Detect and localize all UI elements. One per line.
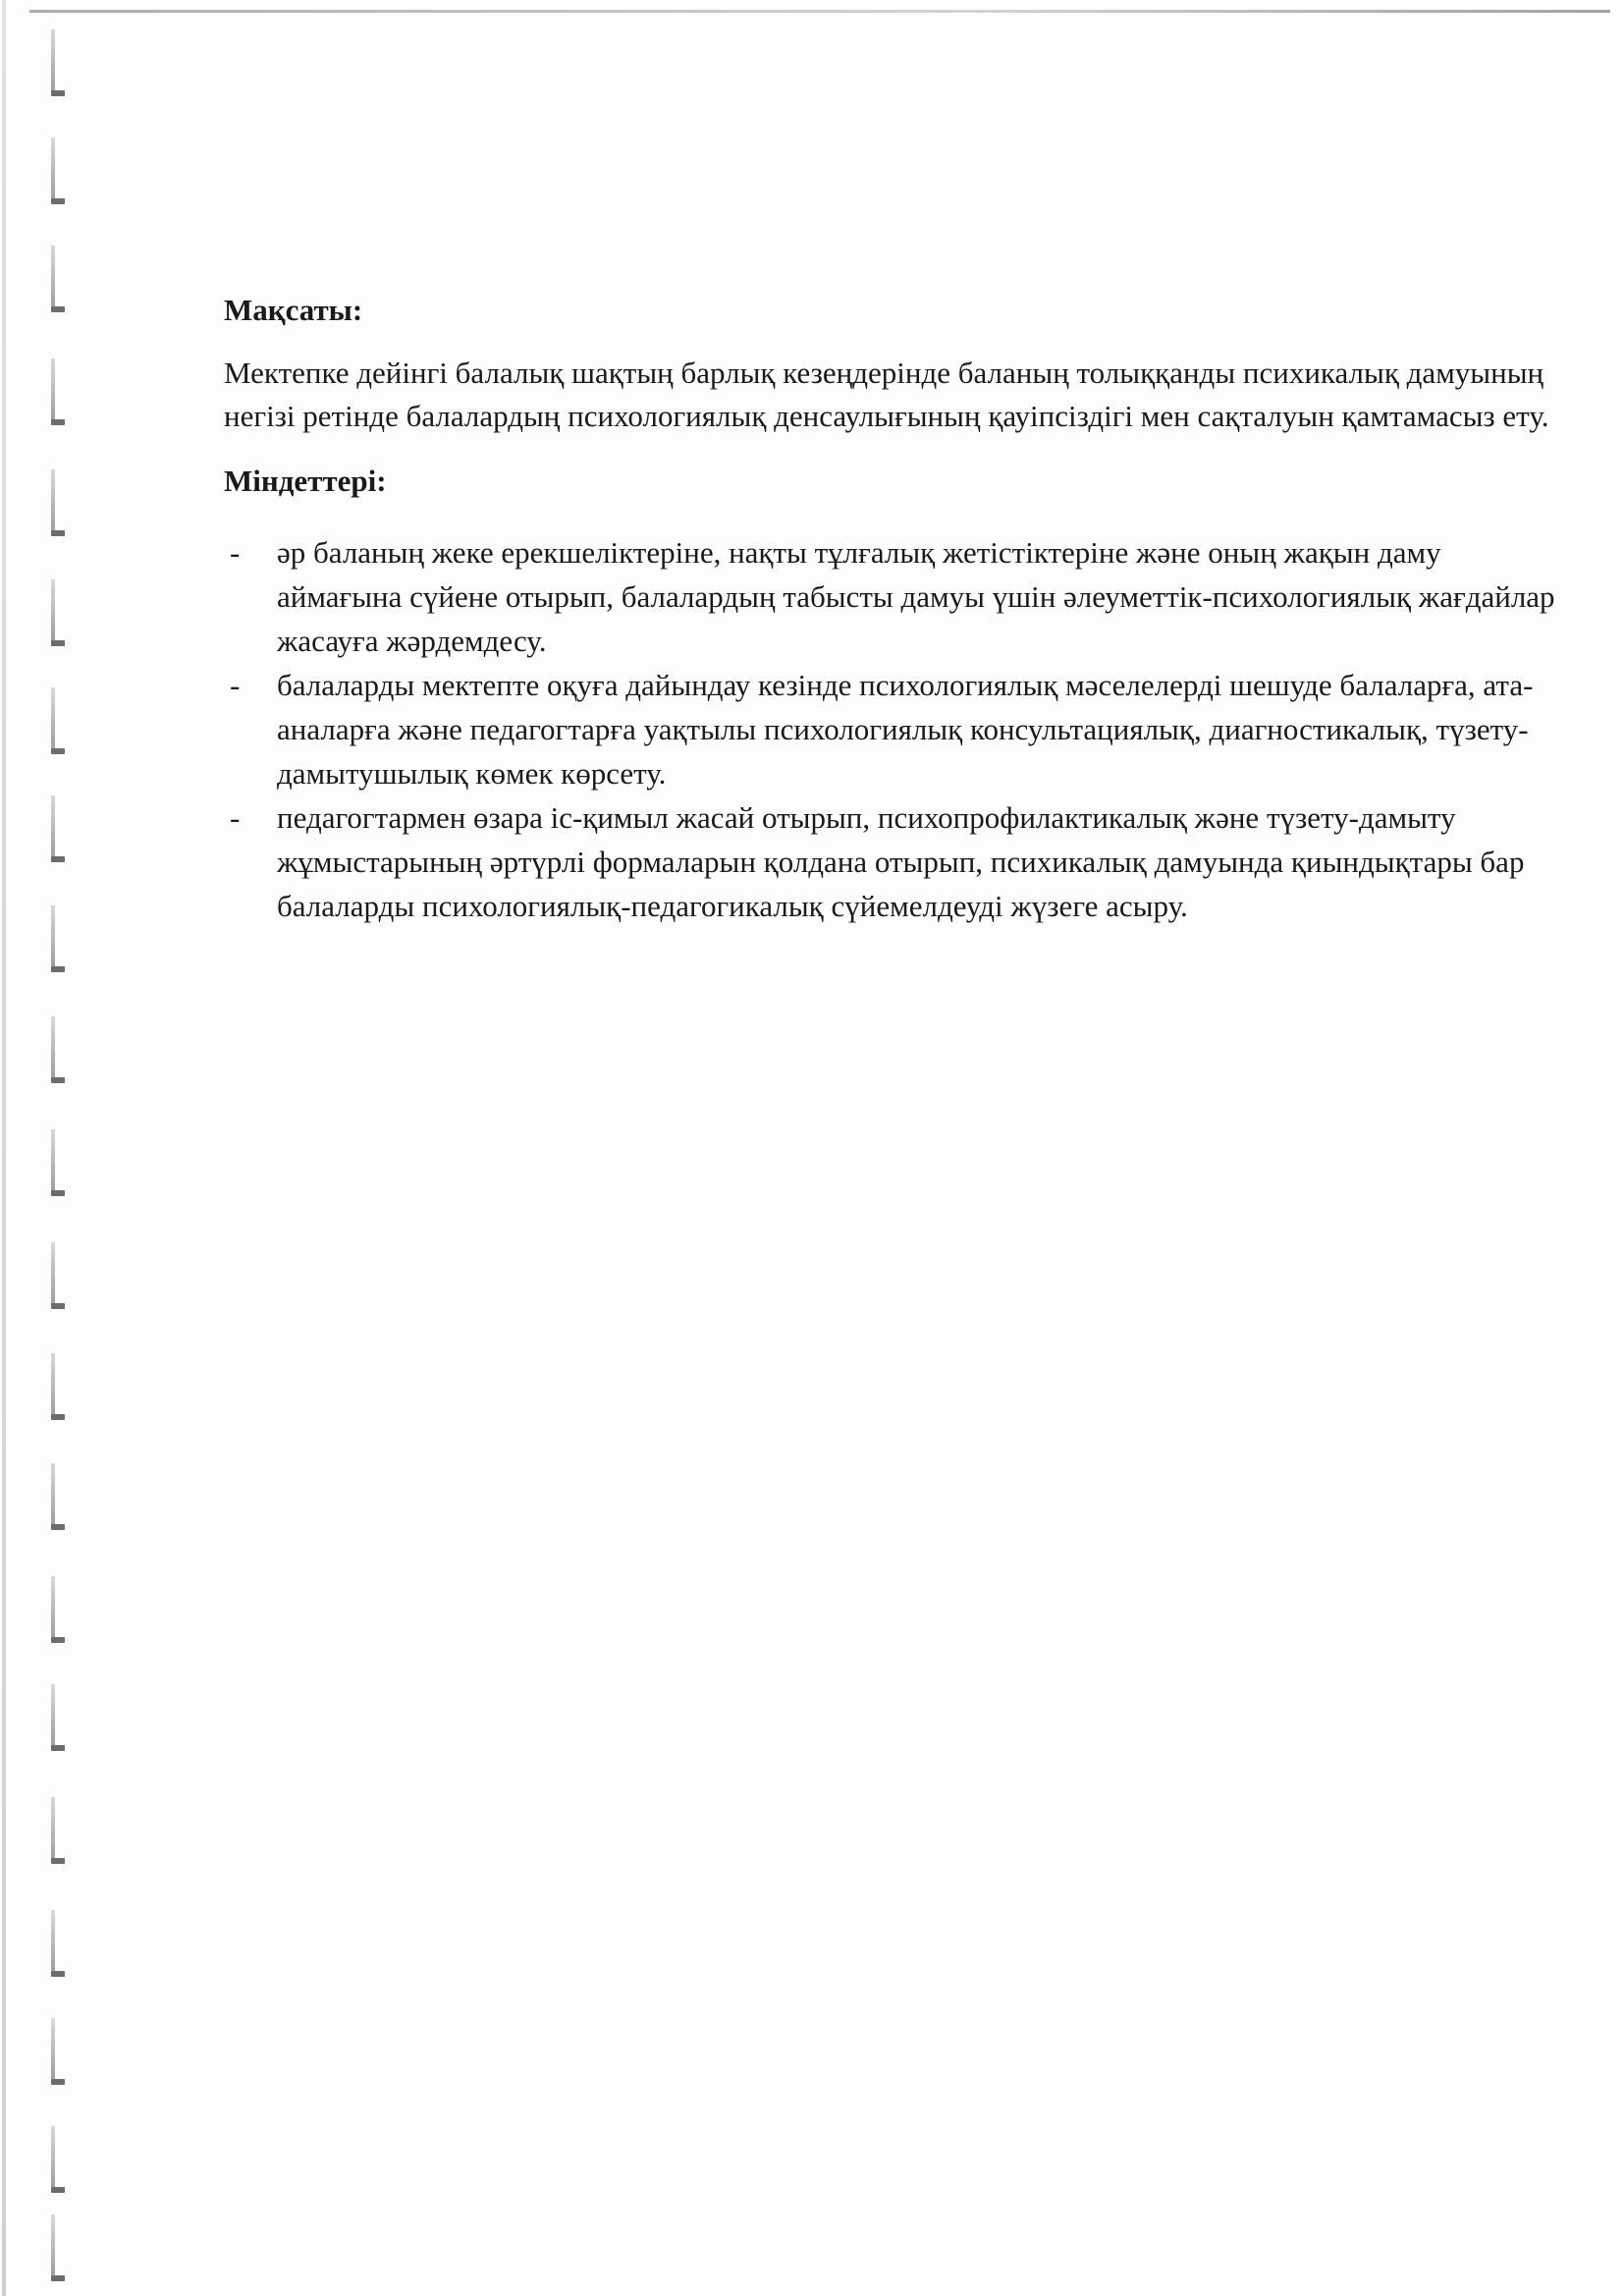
binding-hole — [45, 1910, 75, 1985]
binding-hole — [45, 1463, 75, 1538]
binding-hole — [45, 1242, 75, 1317]
bullet-dash: - — [230, 668, 241, 702]
binding-holes — [45, 0, 84, 2296]
binding-hole — [45, 1353, 75, 1428]
binding-hole — [45, 29, 75, 104]
binding-hole — [45, 905, 75, 980]
tasks-heading: Міндеттері: — [224, 464, 387, 498]
binding-hole — [45, 246, 75, 320]
binding-hole — [45, 137, 75, 212]
binding-hole — [45, 2018, 75, 2093]
list-item — [224, 663, 1569, 795]
binding-hole — [45, 1576, 75, 1651]
goal-heading: Мақсаты: — [224, 293, 363, 327]
page-top-edge — [29, 10, 1610, 13]
document-body — [224, 291, 1569, 928]
task-text: балаларды мектепте оқуға дайындау кезінде психологиялық мәселелерді шешуде балаларға, ата-аналарға және педагогтарға уақтылы психологиялық консультациялық, диагностикалық, түзету-дамытушылық көмек көрсету. — [277, 668, 1534, 791]
binding-hole — [45, 795, 75, 870]
task-text: әр баланың жеке ерекшеліктеріне, нақты тұлғалық жетістіктеріне және оның жақын даму аймағына сүйене отырып, балалардың табысты дамуы үшін әлеуметтік-психологиялық жағдайлар жасауға жәрдемдесу. — [277, 535, 1555, 658]
binding-hole — [45, 358, 75, 433]
list-item — [224, 530, 1569, 663]
binding-hole — [45, 469, 75, 544]
bullet-dash: - — [230, 800, 241, 835]
binding-hole — [45, 2214, 75, 2289]
bullet-dash: - — [230, 535, 241, 570]
task-text: педагогтармен өзара іс-қимыл жасай отырып, психопрофилактикалық және түзету-дамыту жұмыстарының әртүрлі формаларын қолдана отырып, психикалық дамуында қиындықтары бар балаларды психологиялық-педагогикалық сүйемелдеуді жүзеге асыру. — [277, 800, 1525, 923]
binding-hole — [45, 579, 75, 654]
binding-hole — [45, 1129, 75, 1204]
list-item — [224, 795, 1569, 928]
binding-hole — [45, 687, 75, 762]
goal-text: Мектепке дейінгі балалық шақтың барлық кезеңдерінде баланың толыққанды психикалық дамуының негізі ретінде балалардың психологиялық денсаулығының қауіпсіздігі мен сақталуын қамтамасыз ету. — [224, 355, 1549, 433]
binding-hole — [45, 1684, 75, 1759]
binding-hole — [45, 1016, 75, 1091]
binding-hole — [45, 2126, 75, 2201]
binding-hole — [45, 1797, 75, 1872]
page-left-edge — [2, 0, 6, 2296]
tasks-list — [224, 530, 1569, 928]
